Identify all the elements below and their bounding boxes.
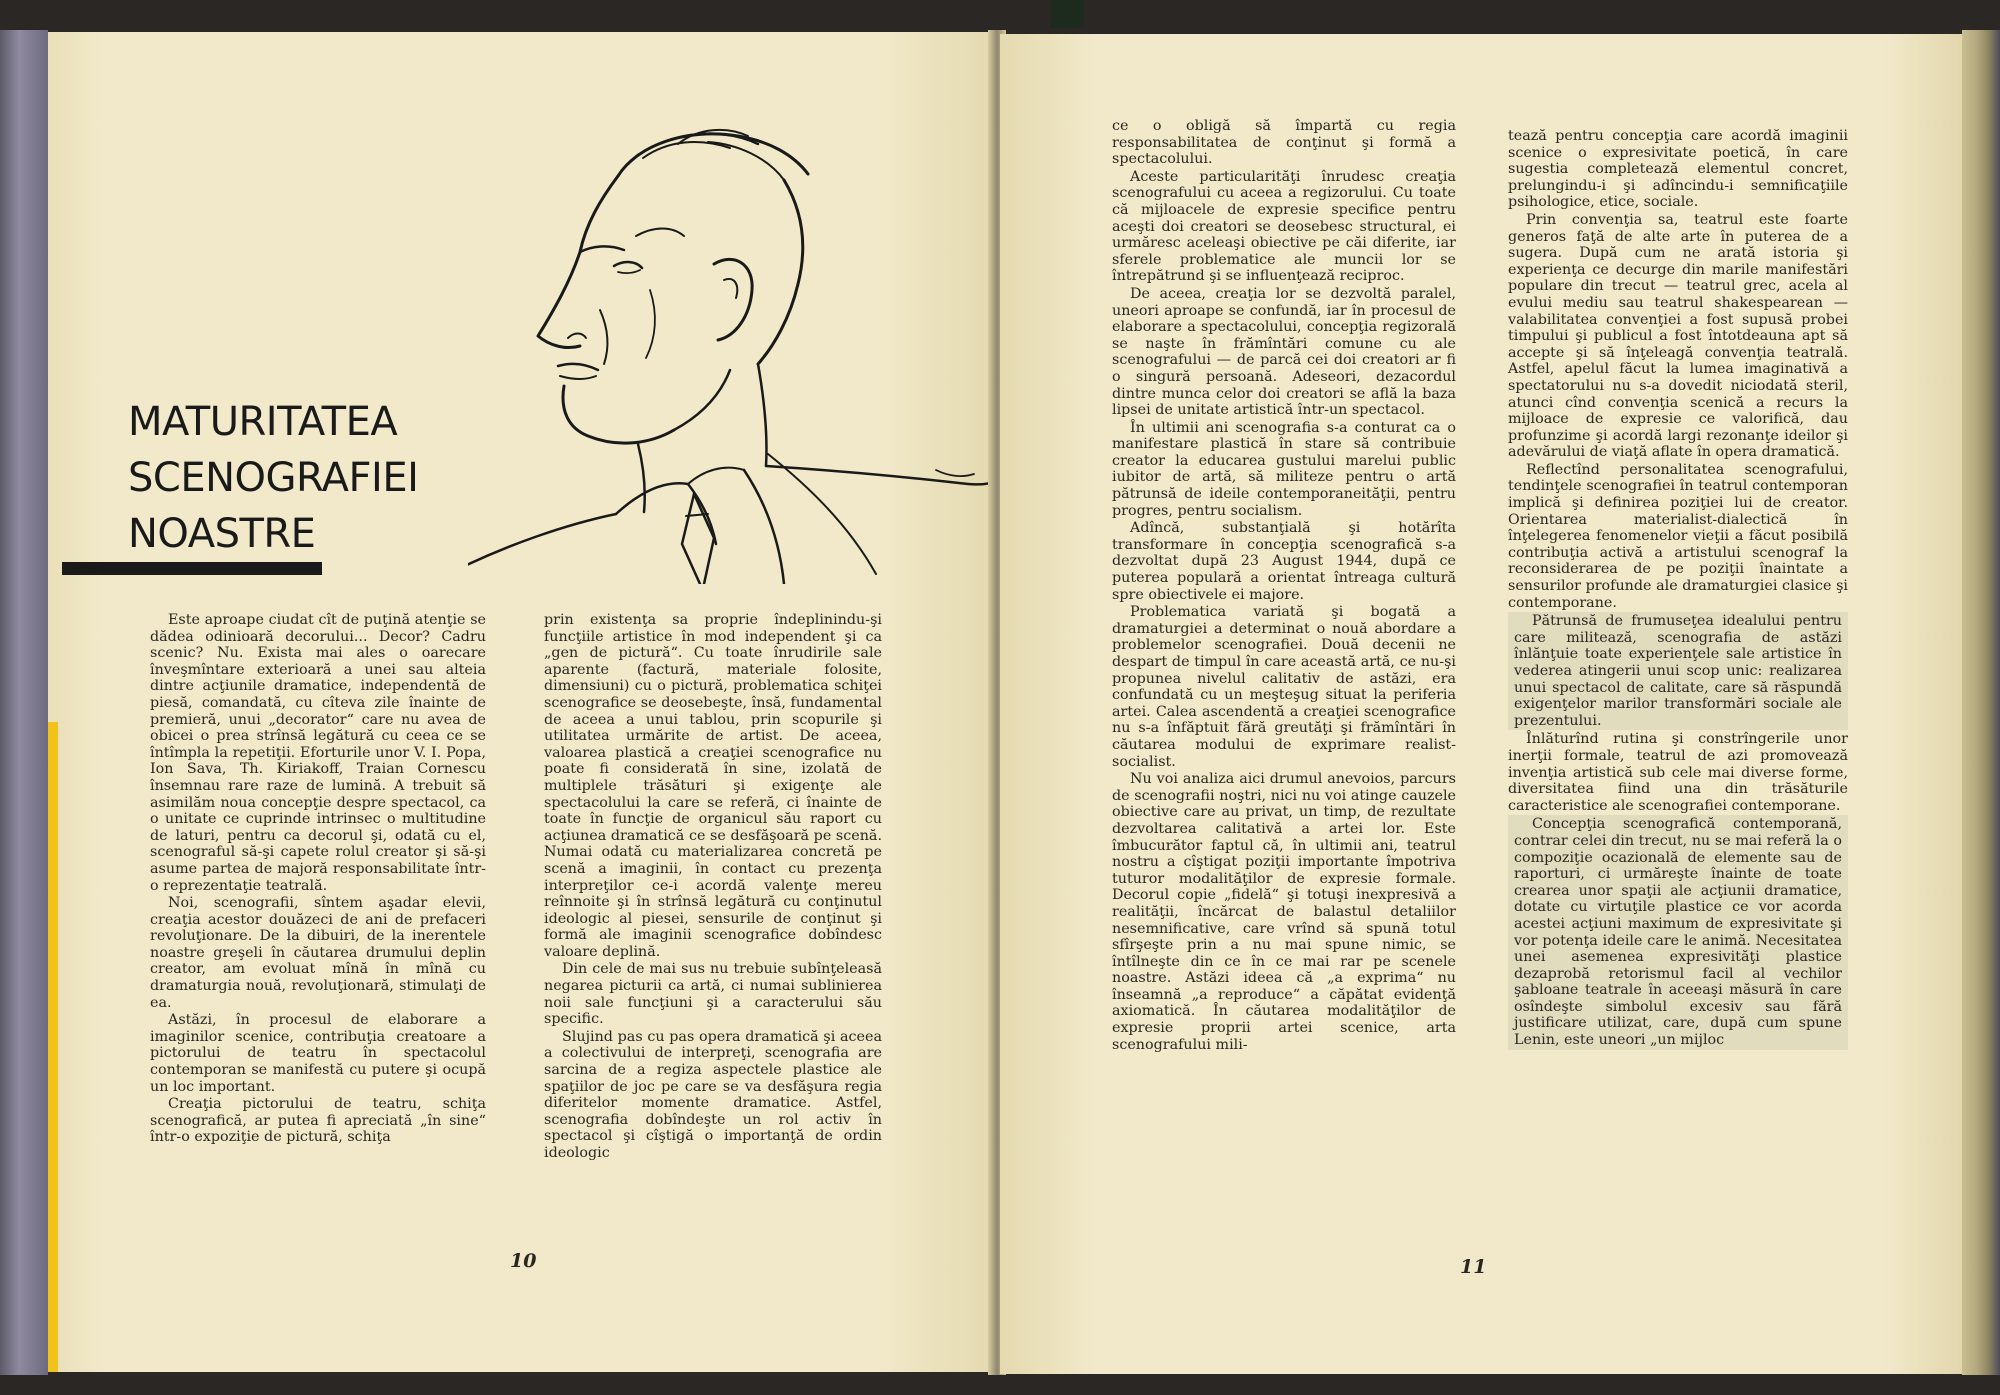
paragraph: Prin convenţia sa, teatrul este foarte generos faţă de alte arte în puterea de a sugera. După cum ne arată istoria şi experienţa ce decurge din marile manifestări populare din trecut — teatrul grec, acela al evului mediu sau teatrul shakespearean — valabilitatea convenţiei a fost supusă probei timpului şi publicul a fost întotdeauna apt să accepte şi să înţeleagă convenţia teatrală. Astfel, apelul făcut la lumea imaginativă a spectatorului nu s-a dovedit niciodată steril, atunci cînd convenţia scenică a recurs la mijloace de expresie ce valorifică, dau profunzime şi acordă largi rezonanţe ideilor şi adevărului de viaţă aflate în opera dramatică. (1508, 211, 1848, 461)
title-underline (62, 562, 322, 575)
book-cover-left (0, 30, 48, 1375)
paragraph: Reflectînd personalitatea scenografului, tendinţele scenografiei în teatrul contemporan implică şi definirea poziţiei lui de creator. Orientarea materialist-dialectică în înţelegerea fenomenelor vieţii a făcut posibilă contribuţia activă a artistului scenograf la reconsiderarea de pe poziţii înaintate a sensurilor profunde ale dramaturgiei clasice şi contemporane. (1508, 461, 1848, 611)
paragraph: ce o obligă să împartă cu regia responsabilitatea de conţinut şi formă a spectacolului. (1112, 118, 1456, 168)
paragraph: Înlăturînd rutina şi constrîngerile unor inerţii formale, teatrul de azi promovează invenţia artistică sub cele mai diverse forme, diversitatea fiind una din trăsăturile caracteristice ale scenografiei contemporane. (1508, 731, 1848, 814)
paragraph: În ultimii ani scenografia s-a conturat ca o manifestare plastică în stare să contribuie creator la educarea gustului marelui public iubitor de artă, să militeze pentru o artă pătrunsă de ideile contemporaneităţii, pentru progres, pentru socialism. (1112, 419, 1456, 519)
right-page-column-2 (1508, 128, 1848, 1050)
title-line: SCENOGRAFIEI (128, 455, 419, 501)
paragraph: Slujind pas cu pas opera dramatică şi aceea a colectivului de interpreţi, scenografia are sarcina de a regiza aspectele plastice ale spaţiilor de joc pe care se va desfăşura regia diferitelor momente dramatice. Astfel, scenografia dobîndeşte un rol activ în spectacol şi cîştigă o importanţă de ordin ideologic (544, 1028, 882, 1161)
bookmark-tab (1050, 0, 1084, 28)
paragraph: tează pentru concepţia care acordă imaginii scenice o expresivitate poetică, în care sugestia completează elementul concret, prelungindu-i şi adîncindu-i semnificaţiile psihologice, etice, sociale. (1508, 128, 1848, 211)
paragraph: prin existenţa sa proprie îndeplinindu-şi funcţiile artistice în mod independent şi ca „gen de pictură“. Cu toate înrudirile sale aparente (factură, materiale folosite, dimensiuni) cu o pictură, problematica schiţei scenografice se deosebeşte, însă, fundamental de aceea a unui tablou, prin scopurile şi utilitatea urmărite de artist. De aceea, valoarea plastică a creaţiei scenografice nu poate fi considerată în sine, izolată de multiplele trăsături şi exigenţe ale spectacolului la care se referă, ci înainte de toate în funcţie de organicul său raport cu acţiunea dramatică ce se desfăşoară pe scenă. Numai odată cu materializarea concretă pe scenă a imaginii, în contact cu prezenţa interpreţilor ce-i acordă valenţe mereu reînnoite şi în strînsă legătură cu conţinutul ideologic al piesei, sensurile de conţinut şi formă ale imaginii scenografice dobîndesc valoare deplină. (544, 612, 882, 960)
paragraph: Din cele de mai sus nu trebuie subînţeleasă negarea picturii ca artă, ci numai sublinierea noii sale funcţiuni şi a caracterului său specific. (544, 961, 882, 1028)
book-cover-right (1962, 30, 2000, 1375)
page-number-right: 11 (1460, 1256, 1487, 1278)
paragraph: Creaţia pictorului de teatru, schiţa scenografică, ar putea fi apreciată „în sine“ într-o expoziţie de pictură, schiţa (150, 1096, 486, 1146)
yellow-edge-strip (48, 722, 58, 1372)
page-number-left: 10 (510, 1250, 537, 1272)
paragraph: Adîncă, substanţială şi hotărîta transformare în concepţia scenografică s-a dezvoltat după 23 August 1944, după ce puterea populară a orientat întreaga cultură spre obiectivele ei majore. (1112, 520, 1456, 603)
right-page (1000, 34, 1962, 1374)
paragraph: Astăzi, în procesul de elaborare a imaginilor scenice, contribuţia creatoare a pictorului de teatru în spectacolul contemporan se manifestă cu putere şi ocupă un loc important. (150, 1012, 486, 1095)
paragraph: Aceste particularităţi înrudesc creaţia scenografului cu aceea a regizorului. Cu toate că mijloacele de expresie specifice pentru aceşti doi creatori se deosebesc structural, ei urmăresc aceleaşi obiective pe căi diferite, iar sferele problematice ale muncii lor se întrepătrund şi se influenţează reciproc. (1112, 168, 1456, 285)
paragraph: Noi, scenografii, sîntem aşadar elevii, creaţia acestor douăzeci de ani de prefaceri revoluţionare. De la dibuiri, de la inerentele noastre greşeli în căutarea drumului deplin creator, am evoluat mînă în mînă cu dramaturgia nouă, revoluţionară, stimulaţi de ea. (150, 895, 486, 1011)
paragraph: Problematica variată şi bogată a dramaturgiei a determinat o nouă abordare a problemelor scenografiei. Două decenii ne despart de timpul în care această artă, ce nu-şi propunea nivelul calitativ de astăzi, era confundată cu un meşteşug situat la periferia artei. Calea ascendentă a creaţiei scenografice nu s-a înfăptuit fără greutăţi şi frămîntări în căutarea modului de exprimare realist-socialist. (1112, 604, 1456, 770)
right-page-column-1 (1112, 118, 1456, 1053)
pen-portrait-sketch-icon (468, 114, 992, 584)
left-page (48, 32, 992, 1372)
title-line: MATURITATEA (128, 399, 398, 445)
left-page-column-2 (544, 612, 882, 1162)
paragraph-highlighted: Pătrunsă de frumuseţea idealului pentru care militează, scenografia de astăzi înlănţuie toate experienţele sale artistice în vederea atingerii unui scop unic: realizarea unui spectacol de calitate, care să răspundă exigenţelor marilor transformări sociale ale prezentului. (1508, 612, 1848, 730)
paragraph: Este aproape ciudat cît de puţină atenţie se dădea odinioară decorului... Decor? Cadru scenic? Nu. Exista mai ales o oarecare înveşmîntare exterioară a unei sau alteia dintre acţiunile dramatice, independentă de piesă, comandată, cu cîteva zile înainte de premieră, unui „decorator“ care nu avea de obicei o prea strînsă legătură cu ceea ce se întîmpla la repetiţii. Eforturile unor V. I. Popa, Ion Sava, Th. Kiriakoff, Traian Cornescu însemnau rare raze de lumină. A trebuit să asimilăm noua concepţie despre spectacol, ca o unitate ce cuprinde intrinsec o multitudine de laturi, pentru ca decorul şi, odată cu el, scenograful să-şi capete rolul creator şi să-şi asume partea de majoră responsabilitate într-o reprezentaţie teatrală. (150, 612, 486, 894)
paragraph-highlighted: Concepţia scenografică contemporană, contrar celei din trecut, nu se mai referă la o compoziţie ocazională de elemente sau de raporturi, ci urmăreşte înainte de toate crearea unor spaţii ale acţiunii dramatice, dotate cu virtuţile plastice ce vor acorda acestei acţiuni maximum de expresivitate şi vor potenţa ideile care le animă. Necesitatea unei asemenea expresivităţi plastice dezaprobă retorismul facil al vechilor şabloane teatrale în aceeaşi măsură în care osîndeşte simbolul excesiv sau fără justificare utilizat, care, după cum spune Lenin, este uneori „un mijloc (1508, 815, 1848, 1049)
paragraph: Nu voi analiza aici drumul anevoios, parcurs de scenografii noştri, nici nu voi atinge cauzele obiective care au privat, un timp, de rezultate dezvoltarea calitativă a artei lor. Este îmbucurător faptul că, în ultimii ani, teatrul nostru a cîştigat poziţii importante împotriva tuturor modalităţilor de expresie formale. Decorul copie „fidelă“ şi totuşi inexpresivă a realităţii, încărcat de balastul detaliilor nesemnificative, care vrînd să spună totul sfîrşeşte prin a nu mai spune nimic, se întîlneşte din ce în ce mai rar pe scenele noastre. Astăzi ideea că „a exprima“ nu înseamnă „a reproduce“ a căpătat evidenţă axiomatică. În căutarea modalităţilor de expresie proprii artei scenice, arta scenografului mili- (1112, 771, 1456, 1053)
title-line: NOASTRE (128, 511, 316, 557)
article-title (128, 394, 418, 562)
left-page-column-1 (150, 612, 486, 1146)
paragraph: De aceea, creaţia lor se dezvoltă paralel, uneori aproape se confundă, iar în procesul de elaborare a spectacolului, concepţia regizorală se naşte în frămîntări comune cu ale scenografului — de parcă cei doi creatori ar fi o singură persoană. Adeseori, dezacordul dintre munca celor doi creatori se află la baza lipsei de unitate artistică într-un spectacol. (1112, 285, 1456, 419)
